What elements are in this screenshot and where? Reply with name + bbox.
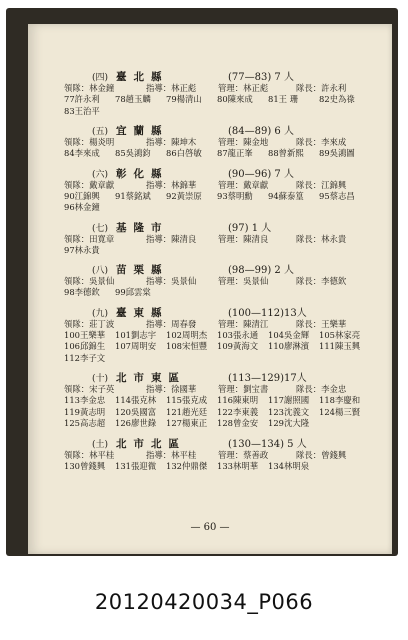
- staff-leader: [64, 449, 146, 461]
- member-entry: 96林金鐘: [64, 202, 100, 212]
- team-number: (四): [91, 73, 108, 83]
- staff-leader-value: 莊丁波: [89, 318, 115, 329]
- staff-captain-label: 隊長：: [296, 233, 322, 244]
- member-entry: 106邱錦生: [64, 341, 106, 351]
- member-entry: 124楊三賢: [319, 406, 361, 417]
- staff-captain: [296, 449, 346, 461]
- team-number: (十): [91, 374, 108, 384]
- member-entry: 85吳鴻鈞: [115, 148, 151, 158]
- team-staff: [64, 275, 374, 287]
- member-entry: 110廖淋濱: [268, 341, 310, 351]
- staff-manager-label: 管理：: [218, 318, 244, 329]
- member-entry: 132仲鼎傑: [166, 460, 208, 471]
- staff-leader: [64, 383, 146, 395]
- staff-manager-label: 管理：: [218, 83, 244, 93]
- staff-coach-value: 周春發: [171, 318, 197, 329]
- staff-captain-value: 李金忠: [321, 384, 347, 394]
- team-range: (98—99) 2 人: [228, 265, 294, 276]
- member-entry: 122李東義: [217, 406, 259, 417]
- staff-captain-label: 隊長：: [296, 83, 322, 93]
- staff-leader-value: 林金鐘: [89, 83, 115, 93]
- member-entry: 103張永通: [217, 329, 259, 340]
- staff-leader-label: 領隊：: [64, 449, 90, 460]
- team-section: [64, 304, 374, 365]
- member-entry: 134林明泉: [268, 460, 310, 471]
- member-entry: 121趙光廷: [166, 406, 208, 417]
- staff-captain-label: 隊長：: [296, 318, 322, 329]
- team-number: (五): [91, 127, 108, 137]
- member-entry: 119黃志明: [64, 406, 106, 417]
- staff-coach: [146, 318, 218, 330]
- staff-captain-label: 隊長：: [296, 384, 322, 394]
- staff-leader-value: 楊炎明: [89, 137, 115, 147]
- staff-coach-value: 陳清良: [171, 233, 197, 244]
- staff-coach: [146, 136, 218, 148]
- staff-manager-value: 蔡善政: [243, 449, 269, 460]
- staff-manager-label: 管理：: [218, 179, 244, 190]
- team-range: (113—129)17人: [228, 373, 307, 384]
- member-entry: 131張迎微: [115, 460, 157, 471]
- staff-coach-label: 指導：: [146, 276, 172, 286]
- staff-coach: [146, 82, 218, 94]
- team-section: [64, 68, 374, 117]
- team-section: [64, 261, 374, 299]
- staff-coach: [146, 383, 218, 395]
- team-section: [64, 219, 374, 257]
- staff-captain-label: 隊長：: [296, 449, 322, 460]
- staff-coach-label: 指導：: [146, 137, 172, 147]
- team-header: [64, 165, 374, 179]
- staff-leader-value: 林平桂: [89, 449, 115, 460]
- member-list: [64, 148, 374, 160]
- team-header: [64, 435, 374, 449]
- team-range: (100—112)13人: [228, 307, 307, 319]
- member-entry: 93蔡明勳: [217, 190, 253, 201]
- team-number: (土): [91, 439, 108, 450]
- team-section: [64, 165, 374, 214]
- book-background: [6, 8, 398, 556]
- member-entry: 99邱雲棠: [115, 287, 151, 297]
- staff-manager-label: 管理：: [218, 233, 244, 244]
- team-name: 彰化縣: [116, 167, 169, 180]
- staff-captain: [296, 383, 346, 395]
- page-number: — 60 —: [190, 522, 230, 533]
- member-entry: 98李德欽: [64, 287, 100, 297]
- staff-coach: [146, 275, 218, 287]
- staff-leader: [64, 275, 146, 287]
- staff-coach-value: 林正彪: [171, 83, 197, 93]
- team-section: [64, 369, 374, 430]
- staff-coach-value: 徐國華: [171, 384, 197, 394]
- member-entry: 117謝照國: [268, 395, 310, 405]
- member-entry: 129沈大隆: [268, 418, 310, 428]
- staff-leader: [64, 136, 146, 148]
- team-staff: [64, 136, 374, 148]
- team-name: 臺東縣: [116, 306, 169, 319]
- team-range: (77—83) 7 人: [228, 72, 294, 83]
- staff-leader-label: 領隊：: [64, 384, 90, 394]
- staff-coach-label: 指導：: [146, 179, 172, 190]
- team-number: (七): [91, 223, 108, 234]
- staff-manager: [218, 383, 296, 395]
- member-list: [64, 395, 374, 430]
- team-name: 基隆市: [116, 221, 169, 234]
- staff-manager: [218, 275, 296, 287]
- member-list: [64, 287, 374, 299]
- staff-coach-value: 林錦華: [171, 179, 197, 190]
- team-staff: [64, 233, 374, 245]
- member-entry: 97林永貴: [64, 244, 100, 255]
- team-header: [64, 219, 374, 233]
- staff-coach-label: 指導：: [146, 318, 172, 329]
- staff-coach-label: 指導：: [146, 449, 172, 460]
- staff-manager: [218, 136, 296, 148]
- staff-leader-value: 戴章獻: [89, 179, 115, 190]
- team-staff: [64, 383, 374, 395]
- team-section: [64, 435, 374, 473]
- staff-leader: [64, 233, 146, 245]
- staff-manager-value: 戴章獻: [243, 179, 269, 190]
- staff-manager: [218, 179, 296, 191]
- team-header: [64, 369, 374, 383]
- member-entry: 133林明華: [217, 460, 259, 471]
- staff-manager-value: 劉宝書: [243, 384, 269, 394]
- member-entry: 95蔡志昌: [319, 190, 355, 201]
- member-entry: 83王治平: [64, 105, 100, 116]
- member-entry: 130曾錢興: [64, 460, 106, 471]
- member-entry: 126廖世錄: [115, 418, 157, 428]
- member-entry: 88曾新熙: [268, 148, 304, 158]
- member-entry: 118李慶和: [319, 395, 361, 405]
- member-entry: 79楊清山: [166, 94, 202, 104]
- member-entry: 78趙玉麟: [115, 94, 151, 104]
- member-entry: 81王 珊: [268, 94, 299, 104]
- member-entry: 89吳鴻圖: [319, 148, 355, 158]
- team-section: [64, 122, 374, 160]
- staff-manager-label: 管理：: [218, 384, 244, 394]
- staff-captain: [296, 179, 346, 191]
- staff-captain-label: 隊長：: [296, 276, 322, 286]
- staff-manager-value: 林正彪: [243, 83, 269, 93]
- staff-manager-value: 陳金地: [243, 137, 269, 147]
- staff-manager-label: 管理：: [218, 276, 244, 286]
- staff-manager-label: 管理：: [218, 449, 244, 460]
- member-list: [64, 191, 374, 214]
- staff-manager: [218, 318, 296, 330]
- staff-captain-label: 隊長：: [296, 137, 322, 147]
- team-range: (97) 1 人: [228, 222, 272, 234]
- member-entry: 112李子文: [64, 352, 106, 363]
- team-staff: [64, 318, 374, 330]
- team-number: (八): [91, 266, 108, 276]
- team-range: (130—134) 5 人: [228, 438, 307, 450]
- staff-captain: [296, 318, 346, 330]
- team-name: 臺北縣: [116, 71, 169, 83]
- book-page: [28, 24, 392, 554]
- staff-captain-value: 王樂華: [321, 318, 347, 329]
- staff-captain-value: 曾錢興: [321, 449, 347, 460]
- member-entry: 107周明安: [115, 341, 157, 351]
- staff-leader-value: 田寬章: [89, 233, 115, 244]
- member-entry: 125高志超: [64, 418, 106, 428]
- member-entry: 104吳金輝: [268, 329, 310, 340]
- staff-coach-value: 陳坤木: [171, 137, 197, 147]
- member-list: [64, 461, 374, 473]
- staff-coach-label: 指導：: [146, 384, 172, 394]
- member-entry: 90江錦興: [64, 190, 100, 201]
- staff-captain: [296, 233, 346, 245]
- staff-coach: [146, 233, 218, 245]
- member-entry: 82史為祿: [319, 94, 355, 104]
- team-number: (六): [91, 169, 108, 180]
- staff-leader-label: 領隊：: [64, 137, 90, 147]
- team-header: [64, 304, 374, 318]
- team-roster: [64, 68, 374, 477]
- staff-manager-value: 陳清良: [243, 233, 269, 244]
- staff-captain-value: 李德欽: [321, 276, 347, 286]
- team-range: (84—89) 6 人: [228, 126, 294, 137]
- archive-caption: 20120420034_P066: [94, 590, 314, 614]
- staff-leader-label: 領隊：: [64, 179, 90, 190]
- member-entry: 102周明杰: [166, 329, 208, 340]
- member-list: [64, 94, 374, 117]
- team-header: [64, 261, 374, 275]
- member-entry: 86白啓敏: [166, 148, 202, 158]
- member-entry: 123沈義文: [268, 406, 310, 417]
- team-header: [64, 122, 374, 136]
- member-entry: 128曾金安: [217, 418, 259, 428]
- member-entry: 80陳來成: [217, 94, 253, 104]
- member-entry: 105林家亮: [319, 329, 361, 340]
- member-list: [64, 330, 374, 365]
- team-staff: [64, 449, 374, 461]
- team-header: [64, 68, 374, 82]
- staff-leader: [64, 179, 146, 191]
- staff-manager-label: 管理：: [218, 137, 244, 147]
- member-entry: 111陳玉興: [319, 341, 361, 351]
- member-entry: 108宋恒豐: [166, 341, 208, 351]
- team-staff: [64, 179, 374, 191]
- team-name: 宜蘭縣: [116, 125, 169, 137]
- staff-coach-value: 吳景仙: [171, 276, 197, 286]
- member-entry: 116陳東明: [217, 395, 259, 405]
- member-entry: 113李金忠: [64, 395, 106, 405]
- staff-manager: [218, 82, 296, 94]
- staff-leader-value: 吳景仙: [89, 276, 115, 286]
- staff-captain-value: 許永利: [321, 83, 347, 93]
- staff-coach: [146, 179, 218, 191]
- team-name: 北市北區: [116, 437, 186, 450]
- staff-leader: [64, 318, 146, 330]
- staff-coach-label: 指導：: [146, 233, 172, 244]
- staff-leader: [64, 82, 146, 94]
- member-entry: 77許永利: [64, 94, 100, 104]
- staff-captain-value: 江錦興: [321, 179, 347, 190]
- staff-leader-label: 領隊：: [64, 233, 90, 244]
- team-number: (九): [91, 308, 108, 319]
- staff-manager: [218, 449, 296, 461]
- member-entry: 92黃崇原: [166, 190, 202, 201]
- member-entry: 87龍正峯: [217, 148, 253, 158]
- staff-manager: [218, 233, 296, 245]
- member-entry: 101劉志宇: [115, 329, 157, 340]
- staff-coach-label: 指導：: [146, 83, 172, 93]
- team-name: 北市東區: [116, 372, 186, 384]
- member-entry: 100王樂華: [64, 329, 106, 340]
- team-staff: [64, 82, 374, 94]
- staff-leader-label: 領隊：: [64, 83, 90, 93]
- staff-captain: [296, 275, 346, 287]
- staff-leader-label: 領隊：: [64, 276, 90, 286]
- team-name: 苗栗縣: [116, 264, 169, 276]
- member-entry: 120吳國富: [115, 406, 157, 417]
- team-range: (90—96) 7 人: [228, 168, 294, 180]
- staff-captain: [296, 82, 346, 94]
- staff-leader-value: 宋子英: [89, 384, 115, 394]
- member-entry: 127楊東正: [166, 418, 208, 428]
- member-list: [64, 245, 374, 257]
- member-entry: 94蘇泰篁: [268, 190, 304, 201]
- member-entry: 109黃海文: [217, 341, 259, 351]
- staff-captain-value: 李來成: [321, 137, 347, 147]
- staff-leader-label: 領隊：: [64, 318, 90, 329]
- member-entry: 114張克林: [115, 395, 157, 405]
- staff-manager-value: 陳清江: [243, 318, 269, 329]
- staff-coach: [146, 449, 218, 461]
- staff-manager-value: 吳景仙: [243, 276, 269, 286]
- staff-captain-label: 隊長：: [296, 179, 322, 190]
- staff-captain-value: 林永貴: [321, 233, 347, 244]
- staff-coach-value: 林平桂: [171, 449, 197, 460]
- staff-captain: [296, 136, 346, 148]
- member-entry: 115張克成: [166, 395, 208, 405]
- member-entry: 84李來成: [64, 148, 100, 158]
- member-entry: 91蔡銘斌: [115, 190, 151, 201]
